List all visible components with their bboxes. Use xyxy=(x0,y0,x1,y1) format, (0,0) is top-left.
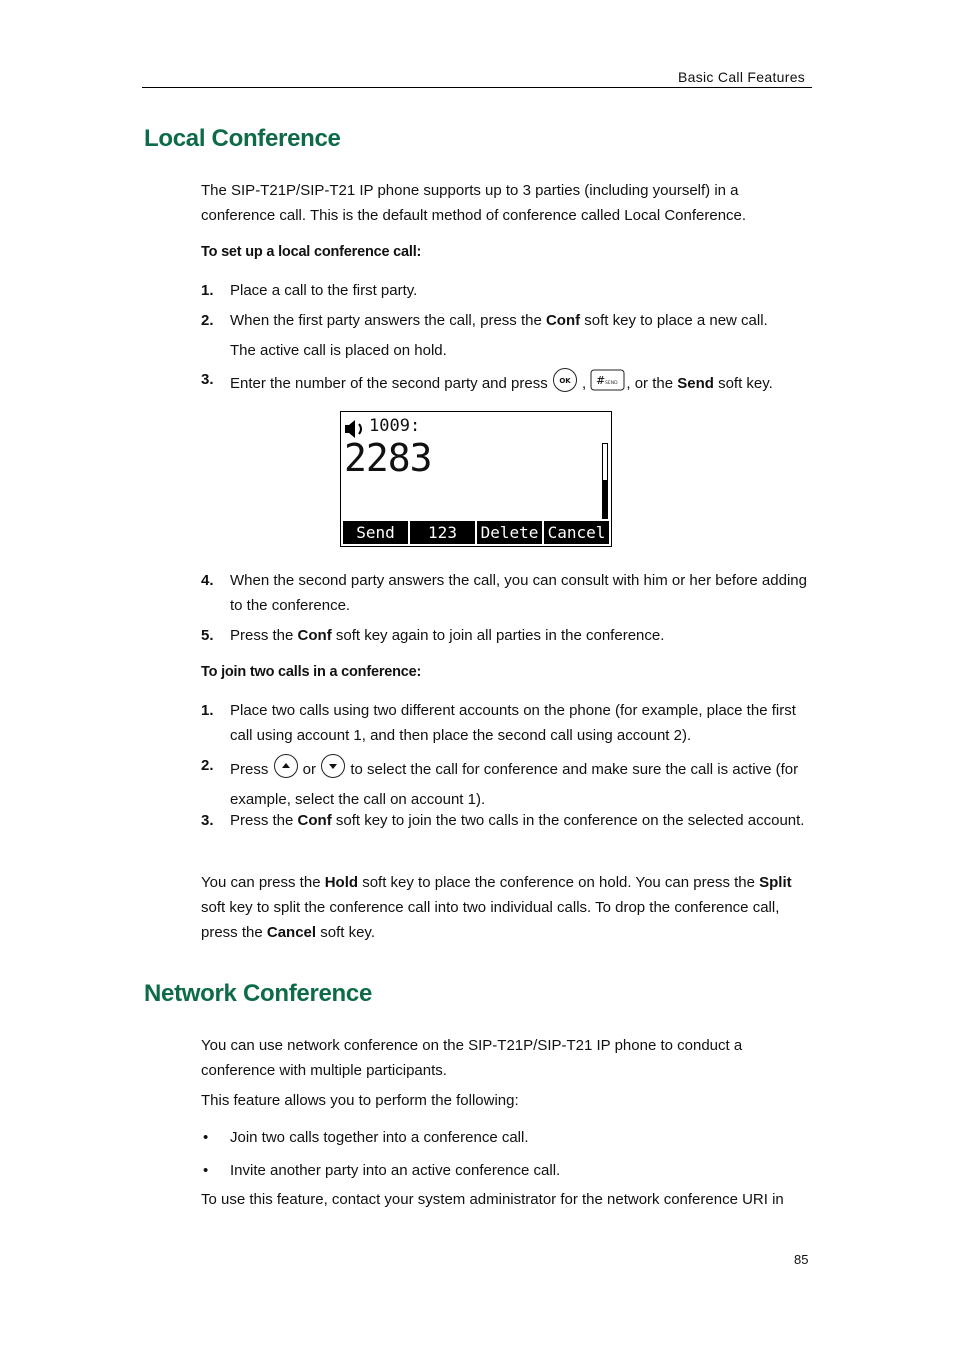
svg-text:SEND: SEND xyxy=(605,381,618,386)
step-number: 5. xyxy=(201,627,214,644)
softkey-123[interactable]: 123 xyxy=(410,521,475,544)
ok-key-icon xyxy=(552,367,578,401)
dialed-number: 2283 xyxy=(344,436,432,480)
lcd-scrollbar xyxy=(602,443,608,519)
softkey-delete[interactable]: Delete xyxy=(477,521,542,544)
closing-paragraph: To use this feature, contact your system administrator for the network conference URI in xyxy=(201,1191,784,1208)
bullet-dot: • xyxy=(203,1162,209,1179)
step-text: Place a call to the first party. xyxy=(230,282,418,299)
step-number: 1. xyxy=(201,702,214,719)
running-header: Basic Call Features xyxy=(678,69,806,85)
lcd-scroll-thumb xyxy=(603,480,607,518)
cancel-softkey-label: Cancel xyxy=(266,924,317,941)
hold-softkey-label: Hold xyxy=(324,874,359,891)
header-rule xyxy=(142,87,812,88)
step-text: Enter the number of the second party and press OK , # SEND , or the Send soft key. xyxy=(230,367,813,401)
step-text: Place two calls using two different accounts on the phone (for example, place the first call using account 1, and then place the second call using account 2). xyxy=(230,702,796,744)
send-softkey-label: Send xyxy=(677,374,714,392)
feature-line: This feature allows you to perform the following: xyxy=(201,1092,519,1109)
softkey-cancel[interactable]: Cancel xyxy=(544,521,609,544)
step-number: 1. xyxy=(201,282,214,299)
section-title-local-conference: Local Conference xyxy=(144,125,341,152)
section-title-network-conference: Network Conference xyxy=(144,980,372,1007)
conf-softkey-label: Conf xyxy=(545,312,581,329)
local-intro-paragraph: The SIP-T21P/SIP-T21 IP phone supports up to 3 parties (including yourself) in a conference call. This is the default method of conference called Local Conference. xyxy=(201,182,747,224)
pound-send-key-icon xyxy=(590,368,626,400)
step-text: Press the Conf soft key to join the two calls in the conference on the selected account. xyxy=(230,812,805,829)
hold-split-paragraph: You can press the Hold soft key to place the conference on hold. You can press the Split soft key to split the conference call into two individual calls. To drop the conference call, press the Cancel soft key. xyxy=(201,874,792,941)
phone-lcd-screen xyxy=(340,411,612,547)
up-arrow-key-icon xyxy=(273,753,299,787)
step-text: Press or to select the call for conference and make sure the call is active (for example, select the call on account 1). xyxy=(230,753,813,812)
join-heading: To join two calls in a conference: xyxy=(201,664,422,680)
bullet-text: Join two calls together into a conference call. xyxy=(230,1129,529,1146)
step-number: 3. xyxy=(201,812,214,829)
split-softkey-label: Split xyxy=(759,874,792,891)
conf-softkey-label: Conf xyxy=(297,812,332,829)
step-text: The active call is placed on hold. xyxy=(230,342,447,359)
step-number: 2. xyxy=(201,312,214,329)
account-line: 1009: xyxy=(369,416,421,436)
step-text: Press the Conf soft key again to join all parties in the conference. xyxy=(230,627,665,644)
down-arrow-key-icon xyxy=(320,753,346,787)
softkey-bar xyxy=(343,521,609,544)
bullet-text: Invite another party into an active conference call. xyxy=(230,1162,561,1179)
svg-text:OK: OK xyxy=(559,377,571,385)
conf-softkey-label: Conf xyxy=(297,627,332,644)
step-number: 2. xyxy=(201,757,214,774)
svg-text:#: # xyxy=(596,374,606,387)
step-number: 3. xyxy=(201,371,214,388)
step-number: 4. xyxy=(201,572,214,589)
step-text: When the second party answers the call, you can consult with him or her before adding to the conference. xyxy=(230,572,807,614)
page-number: 85 xyxy=(794,1252,809,1267)
bullet-dot: • xyxy=(203,1129,209,1146)
step-text: When the first party answers the call, press the Conf soft key to place a new call. xyxy=(230,312,768,329)
softkey-send[interactable]: Send xyxy=(343,521,408,544)
network-intro-paragraph: You can use network conference on the SIP-T21P/SIP-T21 IP phone to conduct a conference with multiple participants. xyxy=(201,1037,743,1079)
setup-heading: To set up a local conference call: xyxy=(201,244,422,260)
